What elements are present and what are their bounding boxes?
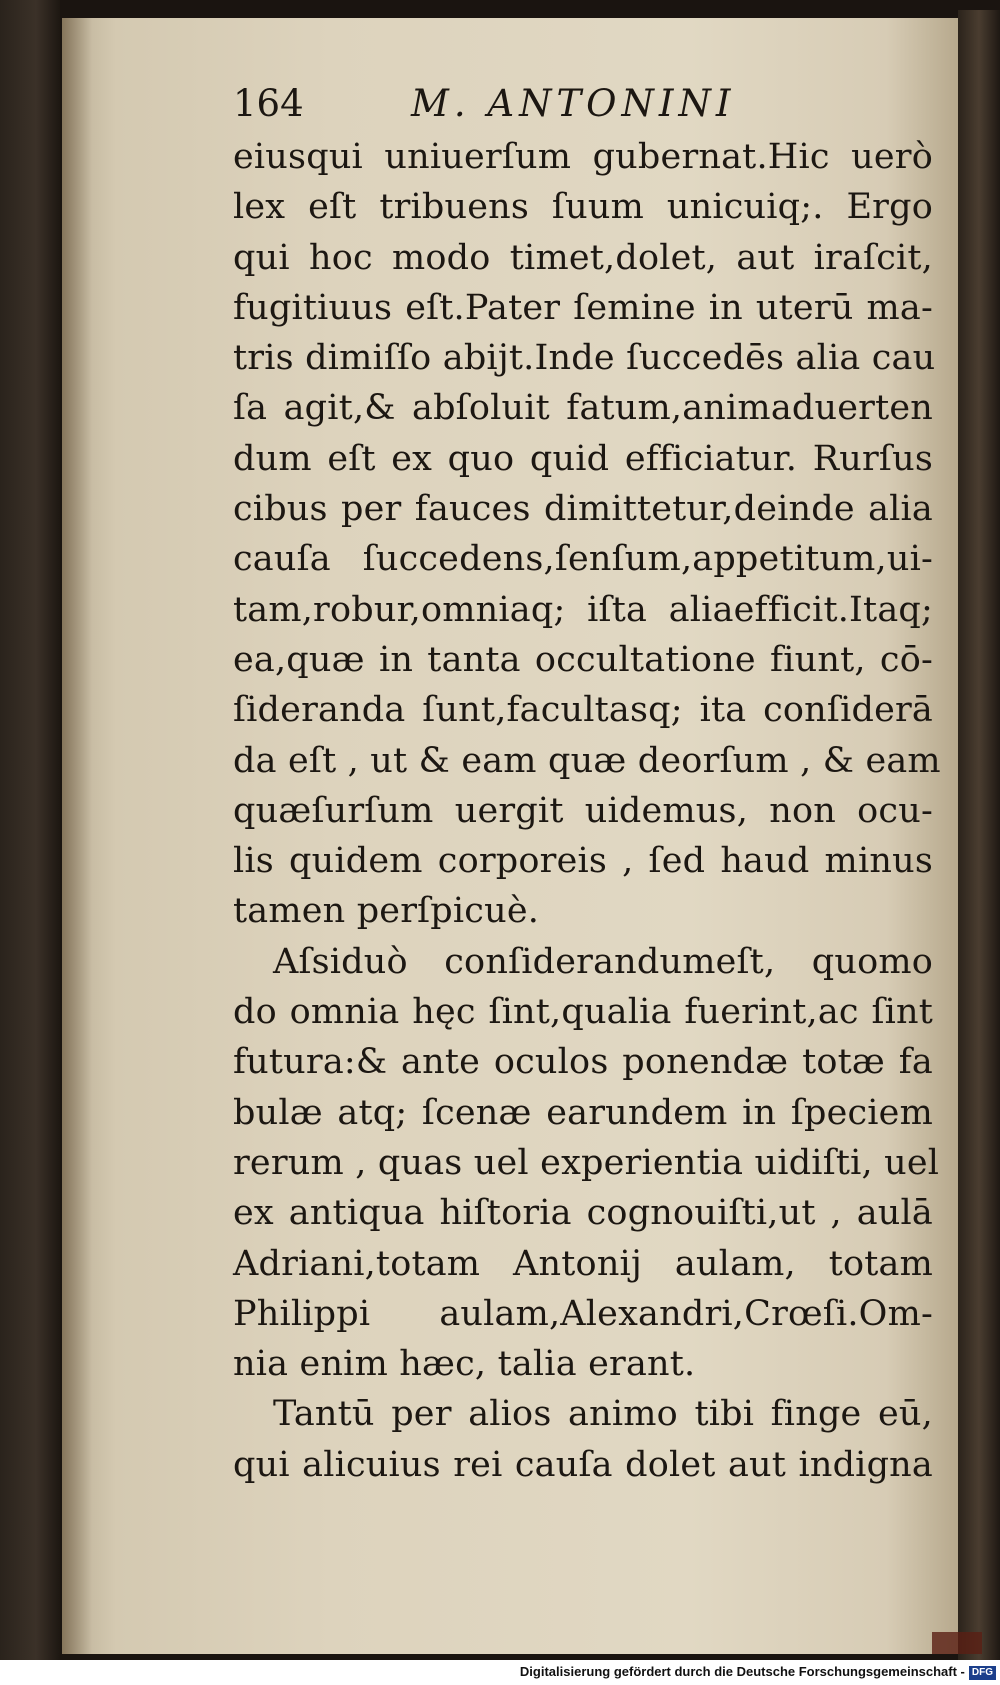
text-line: bulæ atq; ſcenæ earundem in ſpeciem	[233, 1092, 933, 1133]
text-line: fugitiuus eſt.Pater ſemine in uterū ma-	[233, 287, 933, 328]
book-binding-right	[958, 10, 1000, 1660]
page-text	[233, 76, 941, 1490]
text-line: cauſa ſuccedens,ſenſum,appetitum,ui-	[233, 539, 933, 580]
paragraph-end-line: nia enim hæc, talia erant.	[233, 1344, 696, 1385]
running-title: M. ANTONINI	[411, 82, 736, 125]
text-line: futura:& ante oculos ponendæ totæ fa	[233, 1042, 933, 1083]
text-line: qui alicuius rei cauſa dolet aut indigna	[233, 1444, 933, 1485]
text-line: ex antiqua hiſtoria cognouiſti,ut , aulā	[233, 1193, 933, 1234]
text-line: tris dimiſſo abijt.Inde ſuccedēs alia cau	[233, 338, 936, 379]
text-line: dum eſt ex quo quid efficiatur. Rurſus	[233, 438, 933, 479]
text-line: quæſurſum uergit uidemus, non ocu-	[233, 790, 933, 831]
text-line: ea,quæ in tanta occultatione fiunt, cō-	[233, 639, 933, 680]
dfg-logo: DFG	[969, 1666, 996, 1680]
paragraph-end-line: tamen perſpicuè.	[233, 891, 540, 932]
text-line: da eſt , ut & eam quæ deorſum , & eam	[233, 740, 941, 781]
text-line: Adriani,totam Antonij aulam, totam	[233, 1243, 933, 1284]
digitization-credit	[520, 1662, 996, 1682]
page-header	[233, 76, 933, 132]
library-stamp	[932, 1632, 982, 1654]
book-binding-left	[0, 0, 60, 1660]
page-gutter-shadow	[62, 18, 92, 1654]
paragraph-start-line: Aſsiduò conſiderandumeſt, quomo	[273, 941, 933, 982]
text-line: ſa agit,& abſoluit fatum,animaduerten	[233, 388, 933, 429]
text-line: lex eſt tribuens ſuum unicuiq;. Ergo	[233, 187, 933, 228]
text-line: eiusqui uniuerſum gubernat.Hic uerò	[233, 137, 933, 177]
text-line: ſideranda ſunt,facultasq; ita conſiderā	[233, 690, 933, 731]
text-line: qui hoc modo timet,dolet, aut iraſcit,	[233, 237, 933, 278]
paragraph-start-line: Tantū per alios animo tibi finge eū,	[273, 1394, 933, 1435]
text-line: cibus per fauces dimittetur,deinde alia	[233, 489, 933, 530]
text-line: Philippi aulam,Alexandri,Crœſi.Om-	[233, 1293, 933, 1334]
page-number: 164	[233, 82, 304, 125]
text-line: tam,robur,omniaq; iſta aliaefficit.Itaq;	[233, 589, 933, 630]
credit-text: Digitalisierung gefördert durch die Deutsche Forschungsgemeinschaft -	[519, 1664, 965, 1679]
text-line: lis quidem corporeis , ſed haud minus	[233, 841, 933, 882]
text-line: rerum , quas uel experientia uidiſti, uel	[233, 1142, 940, 1183]
text-line: do omnia hęc ſint,qualia fuerint,ac ſint	[233, 992, 933, 1033]
